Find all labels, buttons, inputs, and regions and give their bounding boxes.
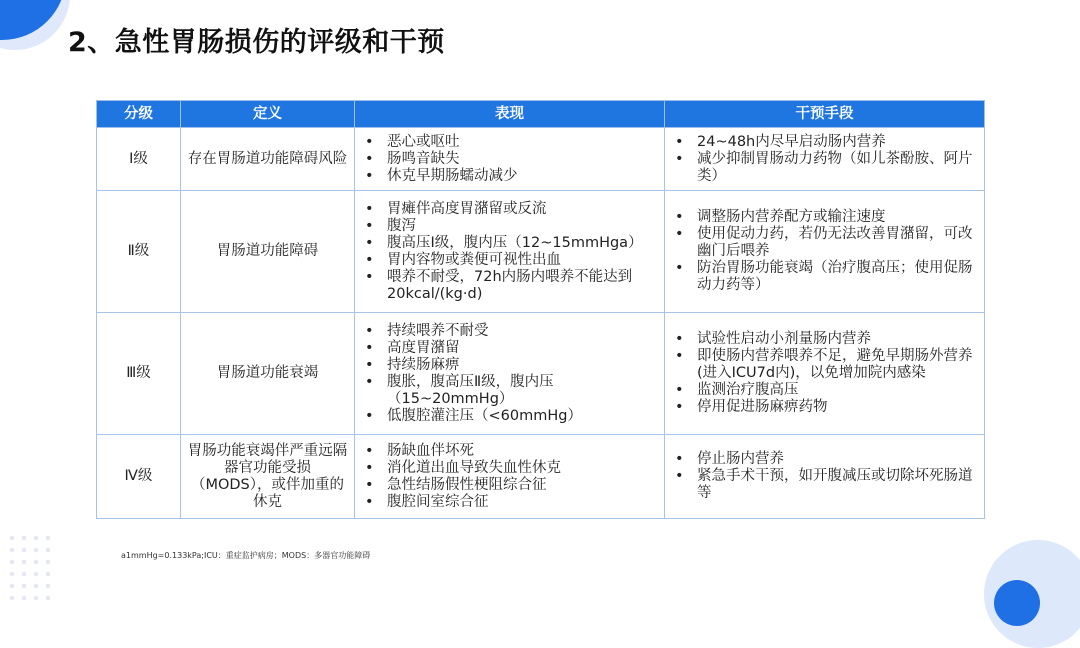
list-item: • 减少抑制胃肠动力药物（如儿茶酚胺、阿片类） xyxy=(671,151,978,185)
interventions-cell xyxy=(665,128,985,191)
grade-cell: Ⅰ级 xyxy=(97,128,181,191)
header-interventions: 干预手段 xyxy=(665,101,985,128)
list-item: • 肠缺血伴坏死 xyxy=(361,443,658,460)
list-item: • 肠鸣音缺失 xyxy=(361,151,658,168)
table-row xyxy=(97,191,985,313)
grade-cell: Ⅱ级 xyxy=(97,191,181,313)
list-item: • 防治胃肠功能衰竭（治疗腹高压；使用促肠动力药等） xyxy=(671,260,978,294)
list-item: • 急性结肠假性梗阻综合征 xyxy=(361,477,658,494)
decor-dot-grid xyxy=(6,532,52,602)
list-item: • 停止肠内营养 xyxy=(671,451,978,468)
list-item: • 使用促动力药，若仍无法改善胃潴留，可改幽门后喂养 xyxy=(671,226,978,260)
list-item: • 恶心或呕吐 xyxy=(361,134,658,151)
list-item: • 持续肠麻痹 xyxy=(361,357,658,374)
symptoms-cell xyxy=(355,128,665,191)
definition-cell: 胃肠道功能衰竭 xyxy=(181,313,355,435)
header-grade: 分级 xyxy=(97,101,181,128)
interventions-cell xyxy=(665,191,985,313)
list-item: • 24~48h内尽早启动肠内营养 xyxy=(671,134,978,151)
list-item: • 调整肠内营养配方或输注速度 xyxy=(671,209,978,226)
list-item: • 腹泻 xyxy=(361,218,658,235)
table-row xyxy=(97,313,985,435)
list-item: • 即使肠内营养喂养不足，避免早期肠外营养(进入ICU7d内)，以免增加院内感染 xyxy=(671,348,978,382)
decor-circle-bottom-right xyxy=(994,580,1040,626)
list-item: • 低腹腔灌注压（<60mmHg） xyxy=(361,408,658,425)
interventions-cell xyxy=(665,313,985,435)
page-title: 2、急性胃肠损伤的评级和干预 xyxy=(68,27,445,58)
list-item: • 停用促进肠麻痹药物 xyxy=(671,399,978,416)
table-header-row xyxy=(97,101,985,128)
list-item: • 紧急手术干预，如开腹减压或切除坏死肠道等 xyxy=(671,468,978,502)
list-item: • 腹腔间室综合征 xyxy=(361,494,658,511)
definition-cell: 胃肠功能衰竭伴严重远隔器官功能受损（MODS），或伴加重的休克 xyxy=(181,435,355,519)
list-item: • 试验性启动小剂量肠内营养 xyxy=(671,331,978,348)
grading-table xyxy=(96,100,985,519)
list-item: • 胃瘫伴高度胃潴留或反流 xyxy=(361,201,658,218)
definition-cell: 胃肠道功能障碍 xyxy=(181,191,355,313)
list-item: • 监测治疗腹高压 xyxy=(671,382,978,399)
symptoms-cell xyxy=(355,313,665,435)
list-item: • 持续喂养不耐受 xyxy=(361,323,658,340)
list-item: • 胃内容物或粪便可视性出血 xyxy=(361,252,658,269)
header-symptoms: 表现 xyxy=(355,101,665,128)
list-item: • 腹高压Ⅰ级，腹内压（12~15mmHga） xyxy=(361,235,658,252)
list-item: • 消化道出血导致失血性休克 xyxy=(361,460,658,477)
list-item: • 高度胃潴留 xyxy=(361,340,658,357)
table-row xyxy=(97,435,985,519)
definition-cell: 存在胃肠道功能障碍风险 xyxy=(181,128,355,191)
symptoms-cell xyxy=(355,435,665,519)
symptoms-cell xyxy=(355,191,665,313)
list-item: • 休克早期肠蠕动减少 xyxy=(361,168,658,185)
footnote: a1mmHg=0.133kPa;ICU：重症监护病房；MODS：多器官功能障碍 xyxy=(121,551,371,560)
grade-cell: Ⅲ级 xyxy=(97,313,181,435)
header-definition: 定义 xyxy=(181,101,355,128)
list-item: • 腹胀，腹高压Ⅱ级，腹内压（15~20mmHg） xyxy=(361,374,658,408)
list-item: • 喂养不耐受，72h内肠内喂养不能达到20kcal/(kg·d) xyxy=(361,269,658,303)
grade-cell: Ⅳ级 xyxy=(97,435,181,519)
table-row xyxy=(97,128,985,191)
interventions-cell xyxy=(665,435,985,519)
